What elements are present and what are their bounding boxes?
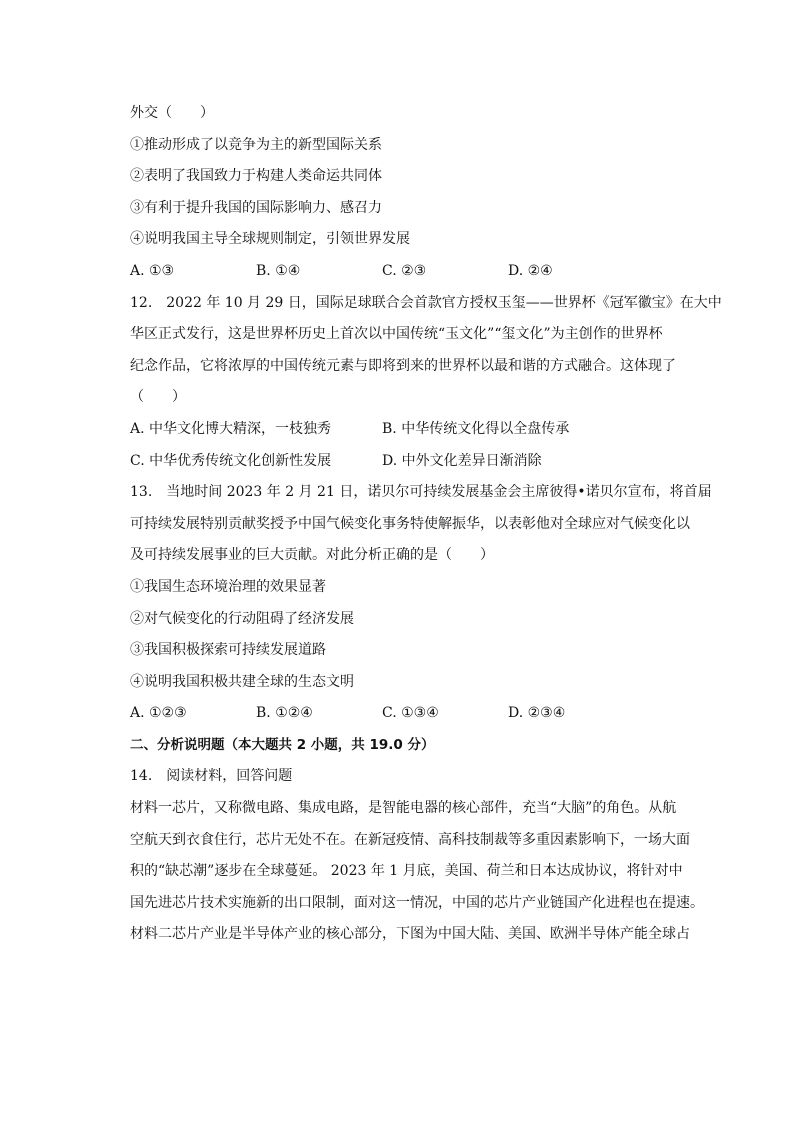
q14-title: 阅读材料，回答问题: [166, 768, 293, 785]
q12-option-c[interactable]: C. 中华优秀传统文化创新性发展: [130, 452, 332, 469]
q12-line-1: [130, 288, 722, 320]
q12-line-4: （ ）: [130, 389, 186, 406]
q13-option-d[interactable]: D. ②③④: [508, 705, 566, 722]
q14-line-3: 积的“缺芯潮”逐步在全球蔓延。 2023 年 1 月底，美国、荷兰和日本达成协议，将针对中: [130, 863, 683, 880]
q13-number: 13.: [130, 484, 153, 501]
q11-item-1: ①推动形成了以竞争为主的新型国际关系: [130, 136, 382, 153]
q13-item-2: ②对气候变化的行动阻碍了经济发展: [130, 610, 354, 627]
q13-options: [130, 698, 698, 730]
q13-item-1: ①我国生态环境治理的效果显著: [130, 578, 326, 595]
exam-page: [130, 98, 722, 951]
q11-option-d[interactable]: D. ②④: [508, 262, 553, 279]
q14-line-5: 材料二芯片产业是半导体产业的核心部分，下图为中国大陆、美国、欧洲半导体产能全球占: [130, 926, 690, 943]
q13-text-1: 当地时间 2023 年 2 月 21 日，诺贝尔可持续发展基金会主席彼得•诺贝尔宣布，将首届: [166, 484, 712, 501]
section-2-heading: 二、分析说明题（本大题共 2 小题，共 19.0 分）: [130, 736, 435, 753]
q13-line-2: 可持续发展特别贡献奖授予中国气候变化事务特使解振华，以表彰他对全球应对气候变化以: [130, 515, 690, 532]
q14-line-1: 材料一芯片，又称微电路、集成电路，是智能电器的核心部件，充当“大脑”的角色。从航: [130, 800, 677, 817]
q13-option-b[interactable]: B. ①②④: [256, 705, 313, 722]
q12-options-row-2: [130, 446, 698, 478]
q12-text-1: 2022 年 10 月 29 日，国际足球联合会首款官方授权玉玺——世界杯《冠军徽宝》在大中: [166, 294, 722, 311]
q12-line-3: 纪念作品，它将浓厚的中国传统元素与即将到来的世界杯以最和谐的方式融合。这体现了: [130, 357, 676, 374]
q13-option-a[interactable]: A. ①②③: [130, 705, 187, 722]
q12-options-row-1: [130, 414, 698, 446]
q13-item-3: ③我国积极探索可持续发展道路: [130, 642, 326, 659]
q11-item-2: ②表明了我国致力于构建人类命运共同体: [130, 168, 382, 185]
q12-number: 12.: [130, 294, 153, 311]
q12-line-2: 华区正式发行，这是世界杯历史上首次以中国传统“玉文化”“玺文化”为主创作的世界杯: [130, 326, 663, 343]
q11-option-b[interactable]: B. ①④: [256, 262, 301, 279]
q14-title-line: [130, 761, 698, 793]
q14-line-2: 空航天到衣食住行，芯片无处不在。在新冠疫情、高科技制裁等多重因素影响下，一场大面: [130, 831, 690, 848]
q11-option-a[interactable]: A. ①③: [130, 262, 175, 279]
q11-stem-end: 外交（ ）: [130, 105, 214, 121]
q13-line-1: [130, 477, 712, 509]
q11-options: [130, 256, 698, 288]
q13-item-4: ④说明我国积极共建全球的生态文明: [130, 673, 354, 690]
q11-item-3: ③有利于提升我国的国际影响力、感召力: [130, 199, 382, 216]
q14-number: 14.: [130, 768, 153, 785]
q11-item-4: ④说明我国主导全球规则制定，引领世界发展: [130, 231, 410, 248]
q12-option-b[interactable]: B. 中华传统文化得以全盘传承: [382, 420, 570, 437]
q13-option-c[interactable]: C. ①③④: [382, 705, 439, 722]
q12-option-d[interactable]: D. 中外文化差异日渐消除: [382, 452, 542, 469]
q13-line-3: 及可持续发展事业的巨大贡献。对此分析正确的是（ ）: [130, 547, 494, 564]
q12-option-a[interactable]: A. 中华文化博大精深，一枝独秀: [130, 420, 332, 437]
q11-option-c[interactable]: C. ②③: [382, 262, 427, 279]
q14-line-4: 国先进芯片技术实施新的出口限制，面对这一情况，中国的芯片产业链国产化进程也在提速。: [130, 894, 704, 911]
